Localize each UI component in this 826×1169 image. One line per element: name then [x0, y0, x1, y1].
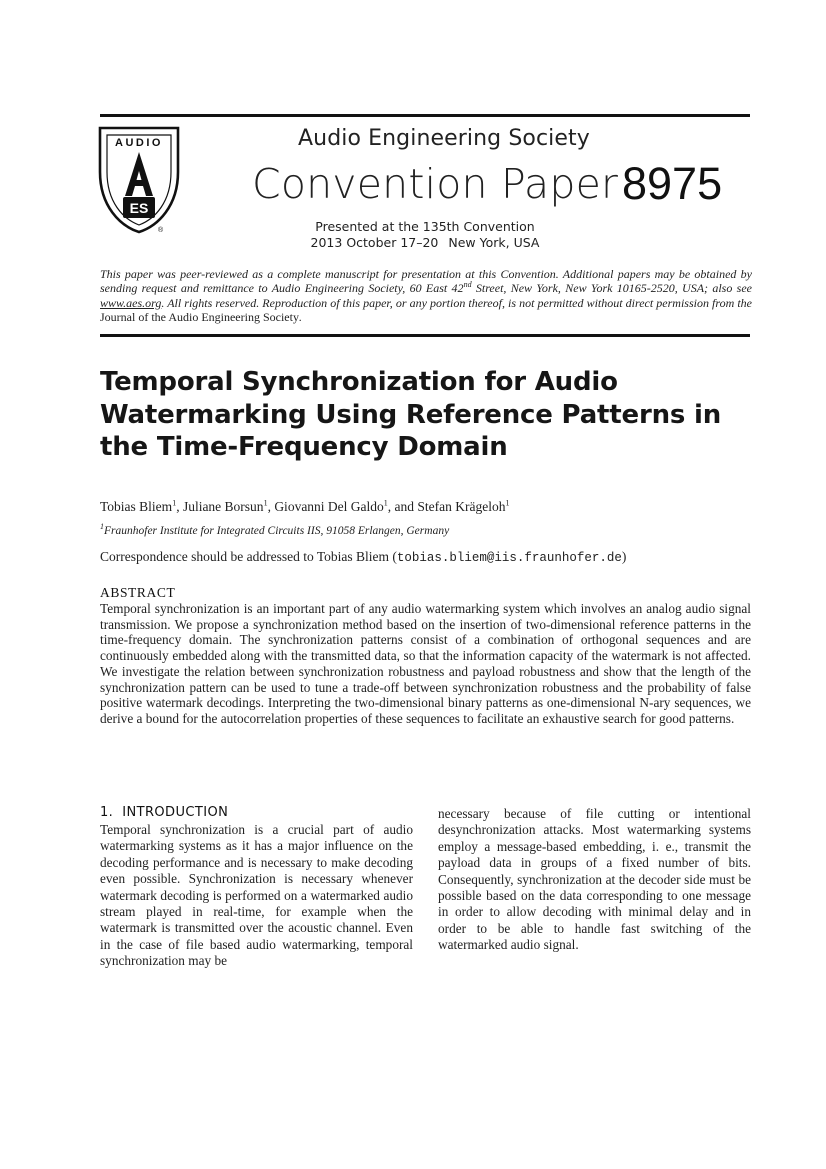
- author-affiliation-mark: 1: [383, 498, 388, 508]
- abstract-heading: ABSTRACT: [100, 585, 176, 600]
- notice-text-4: .: [298, 309, 302, 324]
- author-name: Tobias Bliem: [100, 499, 173, 514]
- notice-text-3: . All rights reserved. Reproduction of this paper, or any portion thereof, is not permitted without direct permission from the: [161, 295, 752, 310]
- author-name: Stefan Krägeloh: [417, 499, 506, 514]
- author-name: Juliane Borsun: [182, 499, 264, 514]
- section-number: 1.: [100, 805, 114, 820]
- author-separator: ,: [176, 499, 183, 514]
- affiliation-text: Fraunhofer Institute for Integrated Circuits IIS, 91058 Erlangen, Germany: [104, 525, 450, 537]
- aes-logo-icon: [98, 126, 180, 236]
- correspondence-suffix: ): [621, 549, 627, 564]
- correspondence-email[interactable]: tobias.bliem@iis.fraunhofer.de: [396, 551, 622, 565]
- notice-text-1: This paper was peer-reviewed as a complete manuscript for presentation at this Convention. Additional papers may be obtained by sending request and remittance to Audio Engineering Society, 60 East 42: [100, 267, 752, 296]
- presented-at: Presented at the 135th Convention: [315, 219, 535, 234]
- introduction-left-column: Temporal synchronization is a crucial part of audio watermarking systems as it has a major influence on the decoding performance and is necessary to make decoding even possible. Synchronization is necessary whenever watermark decoding is performed on a watermarked audio stream played in real-time, for example when the watermark is transmitted over the acoustic channel. Even in the case of file based audio watermarking, temporal synchronization may be: [100, 822, 413, 969]
- author-affiliation-mark: 1: [172, 498, 177, 508]
- convention-paper-label: Convention Paper: [252, 160, 619, 208]
- notice-superscript: nd: [463, 280, 472, 290]
- correspondence-line: [100, 549, 626, 565]
- logo-bottom-text: ES: [129, 200, 149, 216]
- society-name: Audio Engineering Society: [298, 126, 590, 151]
- affiliation: [100, 522, 450, 537]
- paper-number: 8975: [622, 158, 723, 209]
- author-separator: ,: [267, 499, 275, 514]
- author-affiliation-mark: 1: [263, 498, 268, 508]
- author-separator: , and: [387, 499, 418, 514]
- date-location: [250, 235, 600, 251]
- introduction-right-column: necessary because of file cutting or intentional desynchronization attacks. Most watermarking systems employ a message-based embedding, i. e., transmit the payload data in groups of a fixed number of bits. Consequently, synchronization at the decoder side must be possible based on the data corresponding to one message in order to allow decoding with minimal delay and in order to be able to handle fast switching of the watermarked audio signal.: [438, 806, 751, 953]
- notice-text-2: Street, New York, New York 10165-2520, USA; also see: [471, 281, 752, 296]
- header-top-rule: [100, 114, 750, 117]
- abstract-body: Temporal synchronization is an important part of any audio watermarking system which involves an analog audio signal transmission. We propose a synchronization method based on the insertion of two-dimensional reference patterns in the time-frequency domain. The synchronization patterns consist of a combination of orthogonal sequences and are continuously embedded along with the transmitted data, so that the information capacity of the watermark is not affected. We investigate the relation between synchronization robustness and payload robustness and show that the length of the synchronization pattern can be used to tune a trade-off between synchronization robustness and the probability of false positive watermark decodings. Interpreting the two-dimensional binary patterns as one-dimensional N-ary sequences, we derive a bound for the autocorrelation properties of these sequences to facilitate an exhaustive search for good patterns.: [100, 601, 751, 726]
- paper-title: Temporal Synchronization for Audio Watermarking Using Reference Patterns in the Time-Frequency Domain: [100, 367, 722, 462]
- affiliation-mark: 1: [100, 522, 104, 532]
- presentation-info: [250, 219, 600, 251]
- section-title: INTRODUCTION: [122, 805, 229, 820]
- aes-website-link[interactable]: www.aes.org: [100, 295, 162, 310]
- convention-date: 2013 October 17–20: [310, 235, 439, 250]
- logo-top-text: AUDIO: [115, 137, 163, 149]
- author-affiliation-mark: 1: [505, 498, 510, 508]
- logo-registered-mark: ®: [158, 227, 164, 234]
- header-bottom-rule: [100, 334, 750, 337]
- convention-location: New York, USA: [448, 235, 540, 250]
- author-list: [100, 499, 510, 515]
- author-name: Giovanni Del Galdo: [274, 499, 384, 514]
- section-heading-introduction: [100, 805, 228, 820]
- correspondence-prefix: Correspondence should be addressed to Tobias Bliem (: [100, 549, 397, 564]
- journal-name: Journal of the Audio Engineering Society: [100, 309, 299, 324]
- copyright-notice: [100, 267, 752, 324]
